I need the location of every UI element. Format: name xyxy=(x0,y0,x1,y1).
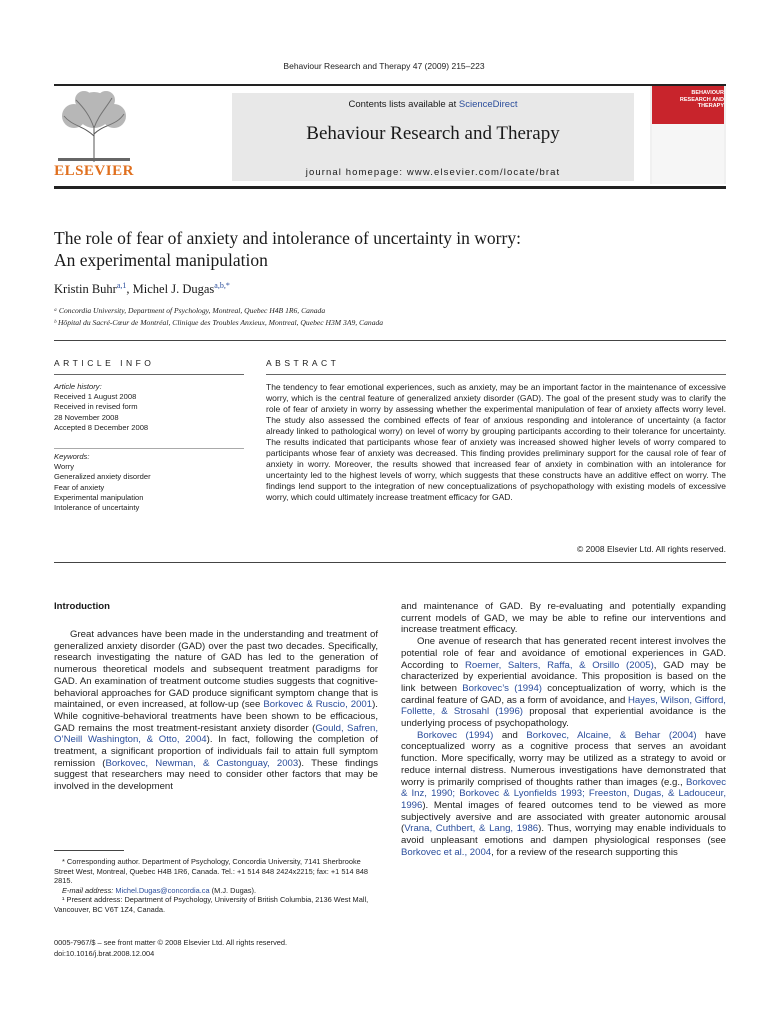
keywords-label: Keywords: xyxy=(54,452,90,461)
contents-line xyxy=(232,99,634,110)
author-list: Kristin Buhr$^{a,1}$, Michel J. Dugas$^{a,b,*}$ xyxy=(54,281,230,297)
affiliation-b: ᵇ Hôpital du Sacré-Cœur de Montréal, Clinique des Troubles Anxieux, Montreal, Quebec H3M 3A9, Canada xyxy=(54,318,384,327)
cover-title: BEHAVIOUR RESEARCH AND THERAPY xyxy=(679,90,724,109)
email-footnote xyxy=(54,886,378,896)
running-header: Behaviour Research and Therapy 47 (2009) 215–223 xyxy=(283,61,485,71)
present-address-footnote: ¹ Present address: Department of Psychology, University of British Columbia, 2136 West Mall, Vancouver, BC V6T 1Z4, Canada. xyxy=(54,895,369,914)
header-rule-bottom xyxy=(54,186,726,189)
citation-link[interactable]: Borkovec & Inz, 1990; Borkovec & Lyonfields 1993; Freeston, Dugas, & Ladouceur, 1996 xyxy=(401,776,726,811)
affiliation-a: ᵃ Concordia University, Department of Psychology, Montreal, Quebec H4B 1R6, Canada xyxy=(54,306,326,315)
intro-heading: Introduction xyxy=(54,601,110,612)
elsevier-tree-icon xyxy=(54,86,134,166)
sciencedirect-link[interactable]: ScienceDirect xyxy=(458,99,518,110)
body-paragraph xyxy=(54,629,378,793)
text-run: ). These findings suggest that researchers may need to consider other factors that may be involved in the development xyxy=(54,757,379,793)
abstract-heading: ABSTRACT xyxy=(266,358,340,368)
citation-link[interactable]: Borkovec, Newman, & Castonguay, 2003 xyxy=(105,757,299,769)
body-paragraph xyxy=(401,730,726,859)
history-item: Received 1 August 2008 xyxy=(54,392,137,402)
history-item: Received in revised form xyxy=(54,402,138,412)
keyword: Experimental manipulation xyxy=(54,492,144,502)
text-run: ). While cognitive-behavioral treatments have been shown to be efficacious, GAD remains the most treatment-resistant anxiety disorder ( xyxy=(54,699,378,734)
author-1-affil[interactable]: a,1 xyxy=(116,281,127,290)
author-2: Michel J. Dugas xyxy=(132,282,215,297)
text-run: ). In fact, following the completion of treatment, a significant proportion of individuals fail to attain full symptom remission ( xyxy=(54,734,379,769)
keywords xyxy=(54,452,244,513)
keyword: Fear of anxiety xyxy=(54,482,105,492)
journal-homepage[interactable]: journal homepage: www.elsevier.com/locate/brat xyxy=(305,167,561,178)
journal-title: Behaviour Research and Therapy xyxy=(306,123,560,144)
cover-body xyxy=(652,124,724,184)
citation-link[interactable]: Borkovec et al., 2004 xyxy=(401,846,492,858)
text-run: ). Mental images of feared outcomes tend to be viewed as more subjectively aversive and are associated with greater autonomic arousal ( xyxy=(401,799,726,835)
body-paragraph: and maintenance of GAD. By re-evaluating and potentially expanding current models of GAD, we may be able to refine our interventions and increase treatment efficacy. xyxy=(401,601,726,636)
citation-link[interactable]: Vrana, Cuthbert, & Lang, 1986 xyxy=(404,823,539,835)
title-line-1: The role of fear of anxiety and intolerance of uncertainty in worry: xyxy=(54,228,521,248)
abstract-text: The tendency to fear emotional experiences, such as anxiety, may be an important factor in the maintenance of excessive worry, which is the central feature of generalized anxiety disorder (GAD). The goal of the present study was to clarify the role of fear of anxiety in worry by assessing whether the experimental manipulation of fear of anxiety affects worry level. The study also assessed the combined effects of fear of anxious responding and intolerance of uncertainty (a factor already linked to pathological worry) on level of worry by grouping participants according to their tolerance for uncertainty. The results indicated that participants whose fear of anxiety was increased showed higher levels of worry compared to participants whose fear of anxiety was decreased. This finding provides preliminary support for the causal role of fear of anxiety in worry. Moreover, the results showed that increased fear of anxiety in combination with an intolerance for uncertainty led to the highest levels of worry, which suggests that these constructs have an additive effect on worry. The findings lend support to the integration of new conceptualizations of psychopathology with existing models of excessive worry, which could ultimately increase treatment efficacy for GAD. xyxy=(266,382,726,502)
history-item: Accepted 8 December 2008 xyxy=(54,422,149,432)
body-right-column xyxy=(401,601,726,858)
issn-line: 0005-7967/$ – see front matter © 2008 Elsevier Ltd. All rights reserved. xyxy=(54,938,288,947)
keywords-rule xyxy=(54,448,244,449)
keyword: Worry xyxy=(54,462,75,472)
journal-cover xyxy=(650,86,726,184)
text-run: have conceptualized worry as a cognitive process that serves an avoidant function. More specifically, worry may be utilized as a strategy to avoid or reduce internal distress. Numerous investigations have demonstrated that worry is primarily comprised of thoughts rather than images (e.g., xyxy=(401,729,726,788)
keyword: Intolerance of uncertainty xyxy=(54,503,140,513)
section-rule xyxy=(54,340,726,341)
text-run: conceptualization of worry, which is the cardinal feature of GAD, as a form of avoidance, and xyxy=(401,682,727,706)
elsevier-logo xyxy=(54,86,134,184)
body-left-column xyxy=(54,629,378,793)
history-item: 28 November 2008 xyxy=(54,412,119,422)
citation-link[interactable]: Borkovec & Ruscio, 2001 xyxy=(263,699,373,711)
text-run: ). Thus, worrying may enable individuals to avoid unpleasant emotions and dampen physiological responses (see xyxy=(401,823,726,847)
author-1: Kristin Buhr xyxy=(54,282,117,297)
text-run: and xyxy=(493,729,527,741)
article-info-heading: ARTICLE INFO xyxy=(54,358,155,368)
citation-link[interactable]: Borkovec’s (1994) xyxy=(462,682,542,694)
citation-link[interactable]: Gould, Safren, O’Neill Washington, & Otto, 2004 xyxy=(54,722,378,746)
publisher-wordmark: ELSEVIER xyxy=(54,163,134,179)
contents-prefix: Contents lists available at xyxy=(348,99,457,110)
citation-link[interactable]: Borkovec, Alcaine, & Behar (2004) xyxy=(526,729,697,741)
doi-line[interactable]: doi:10.1016/j.brat.2008.12.004 xyxy=(54,949,155,958)
citation-link[interactable]: Borkovec (1994) xyxy=(417,729,494,741)
keyword: Generalized anxiety disorder xyxy=(54,472,151,482)
abstract-copyright: © 2008 Elsevier Ltd. All rights reserved. xyxy=(577,544,726,554)
text-run: One avenue of research that has generated recent interest involves the potential role of fear and avoidance of emotional experiences in GAD. According to xyxy=(401,636,726,671)
corresponding-star[interactable]: * xyxy=(225,281,230,290)
text-run: Great advances have been made in the understanding and treatment of generalized anxiety disorder (GAD) over the past two decades. Specifically, research investigating the nature of GAD has led to the generation of numerous theoretical models and subsequent treatment paradigms for GAD. An examination of treatment outcome studies suggests that cognitive-behavioral approaches for GAD produce significant symptom change that is maintained, or even increased, at follow-up (see xyxy=(54,629,378,711)
title-line-2: An experimental manipulation xyxy=(54,250,268,270)
footnote-rule xyxy=(54,850,124,851)
email-suffix: (M.J. Dugas). xyxy=(209,885,256,895)
footnotes xyxy=(54,857,378,915)
text-run: , for a review of the research supporting this xyxy=(491,846,678,858)
abstract-end-rule xyxy=(54,562,726,563)
citation-link[interactable]: Roemer, Salters, Raffa, & Orsillo (2005) xyxy=(464,659,654,671)
info-rule xyxy=(54,374,244,375)
text-run: , GAD may be characterized by experiential avoidance. This proposition is based on the link between xyxy=(401,659,726,694)
front-matter xyxy=(54,937,287,959)
citation-link[interactable]: Hayes, Wilson, Gifford, Follette, & Strosahl (1996) xyxy=(401,694,726,718)
author-2-affil[interactable]: a,b, xyxy=(214,281,226,290)
cover-banner xyxy=(652,86,724,124)
history-label: Article history: xyxy=(54,382,102,391)
email-link[interactable]: Michel.Dugas@concordia.ca xyxy=(115,885,210,895)
text-run: proposal that experiential avoidance is the underlying process of psychopathology. xyxy=(401,706,726,730)
article-history xyxy=(54,382,244,433)
abstract-rule xyxy=(266,374,726,375)
corresponding-footnote: * Corresponding author. Department of Psychology, Concordia University, 7141 Sherbrooke Street West, Montreal, Quebec H4B 1R6, Canada. Tel.: +1 514 848 2424x2215; fax: +1 514 848 2815. xyxy=(54,857,369,886)
masthead xyxy=(54,86,726,184)
body-paragraph xyxy=(401,636,726,730)
journal-banner xyxy=(232,93,634,181)
article-title xyxy=(54,227,726,271)
email-label: E-mail address: xyxy=(62,885,114,895)
